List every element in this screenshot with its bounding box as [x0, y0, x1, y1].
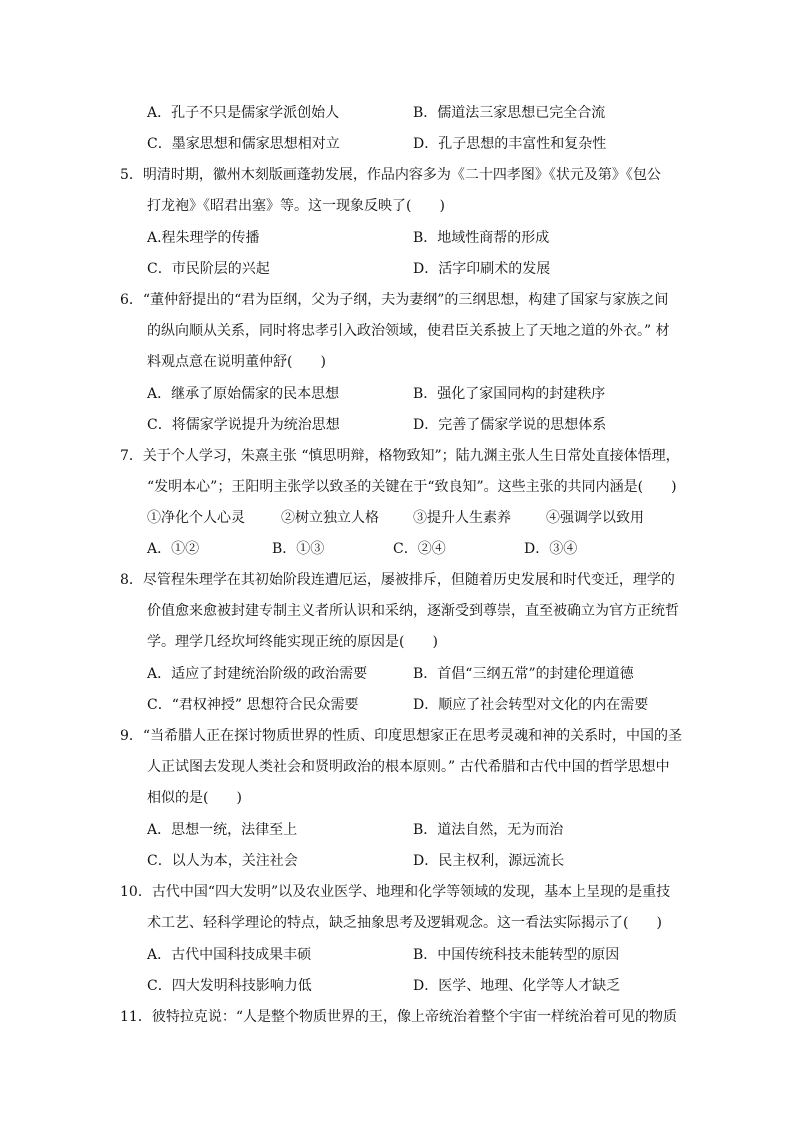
q10-option-c: C．四大发明科技影响力低 — [147, 978, 312, 994]
q9-option-d: D．民主权利，源远流长 — [413, 853, 565, 869]
q7-item-3: ③提升人生素养 — [413, 510, 511, 526]
q10-option-b: B．中国传统科技未能转型的原因 — [413, 947, 620, 963]
q5-option-a: A.程朱理学的传播 — [147, 230, 260, 246]
q5-stem-line-2: 打龙袍》《昭君出塞》等。这一现象反映了( ) — [147, 198, 445, 214]
q8-option-d: D．顺应了社会转型对文化的内在需要 — [413, 697, 649, 713]
q6-option-c: C．将儒家学说提升为统治思想 — [147, 417, 340, 433]
q7-option-a: A．①② — [147, 541, 200, 557]
q5-option-d: D．活字印刷术的发展 — [413, 261, 551, 277]
q7-stem-line-2: “发明本心”；王阳明主张学以致圣的关键在于“致良知”。这些主张的共同内涵是( ) — [147, 479, 677, 495]
q7-option-c: C．②④ — [393, 541, 446, 557]
q10-option-a: A．古代中国科技成果丰硕 — [147, 947, 312, 963]
q8-stem-line-1: 8．尽管程朱理学在其初始阶段连遭厄运，屡被排斥，但随着历史发展和时代变迁，理学的 — [120, 572, 675, 588]
q7-stem-line-1: 7．关于个人学习，朱熹主张 “慎思明辩，格物致知”；陆九渊主张人生日常处直接体悟理， — [120, 448, 680, 464]
q4-option-d: D．孔子思想的丰富性和复杂性 — [413, 136, 607, 152]
q4-option-a: A．孔子不只是儒家学派创始人 — [147, 105, 340, 121]
q4-option-b: B．儒道法三家思想已完全合流 — [413, 105, 606, 121]
q9-option-a: A．思想一统，法律至上 — [147, 822, 298, 838]
q7-option-b: B．①③ — [272, 541, 325, 557]
q10-option-d: D．医学、地理、化学等人才缺乏 — [413, 978, 621, 994]
q8-option-a: A．适应了封建统治阶级的政治需要 — [147, 666, 368, 682]
q8-option-c: C．“君权神授” 思想符合民众需要 — [147, 697, 359, 713]
q6-stem-line-1: 6．“董仲舒提出的“君为臣纲，父为子纲，夫为妻纲”的三纲思想，构建了国家与家族之间 — [120, 292, 669, 308]
q4-option-c: C．墨家思想和儒家思想相对立 — [147, 136, 340, 152]
q6-option-b: B．强化了家国同构的封建秩序 — [413, 386, 606, 402]
q7-option-d: D．③④ — [524, 541, 578, 557]
q8-option-b: B．首倡“三纲五常”的封建伦理道德 — [413, 666, 634, 682]
q9-option-c: C．以人为本，关注社会 — [147, 853, 298, 869]
q6-stem-line-3: 料观点意在说明董仲舒( ) — [147, 354, 326, 370]
q5-stem-line-1: 5．明清时期，徽州木刻版画蓬勃发展，作品内容多为《二十四孝图》《状元及第》《包公 — [120, 167, 661, 183]
q6-option-d: D．完善了儒家学说的思想体系 — [413, 417, 607, 433]
q7-item-2: ②树立独立人格 — [281, 510, 379, 526]
q9-stem-line-1: 9．“当希腊人正在探讨物质世界的性质、印度思想家正在思考灵魂和神的关系时，中国的圣 — [120, 728, 683, 744]
q11-stem-line-1: 11．彼特拉克说：“人是整个物质世界的王，像上帝统治着整个宇宙一样统治着可见的物质 — [120, 1009, 677, 1025]
q8-stem-line-3: 学。理学几经坎坷终能实现正统的原因是( ) — [147, 634, 438, 650]
q5-option-b: B．地域性商帮的形成 — [413, 230, 550, 246]
q10-stem-line-2: 术工艺、轻科学理论的特点，缺乏抽象思考及逻辑观念。这一看法实际揭示了( ) — [147, 915, 662, 931]
q6-option-a: A．继承了原始儒家的民本思想 — [147, 386, 340, 402]
q9-option-b: B．道法自然，无为而治 — [413, 822, 564, 838]
q9-stem-line-3: 相似的是( ) — [147, 790, 242, 806]
q6-stem-line-2: 的纵向顺从关系，同时将忠孝引入政治领域，使君臣关系披上了天地之道的外衣。” 材 — [147, 323, 670, 339]
q10-stem-line-1: 10．古代中国“四大发明”以及农业医学、地理和化学等领域的发现，基本上呈现的是重技 — [120, 884, 671, 900]
q5-option-c: C．市民阶层的兴起 — [147, 261, 270, 277]
q7-item-1: ①净化个人心灵 — [147, 510, 245, 526]
q8-stem-line-2: 价值愈来愈被封建专制主义者所认识和采纳，逐渐受到尊崇，直至被确立为官方正统哲 — [147, 603, 679, 619]
q7-item-4: ④强调学以致用 — [546, 510, 644, 526]
q9-stem-line-2: 人正试图去发现人类社会和贤明政治的根本原则。” 古代希腊和古代中国的哲学思想中 — [147, 759, 670, 775]
